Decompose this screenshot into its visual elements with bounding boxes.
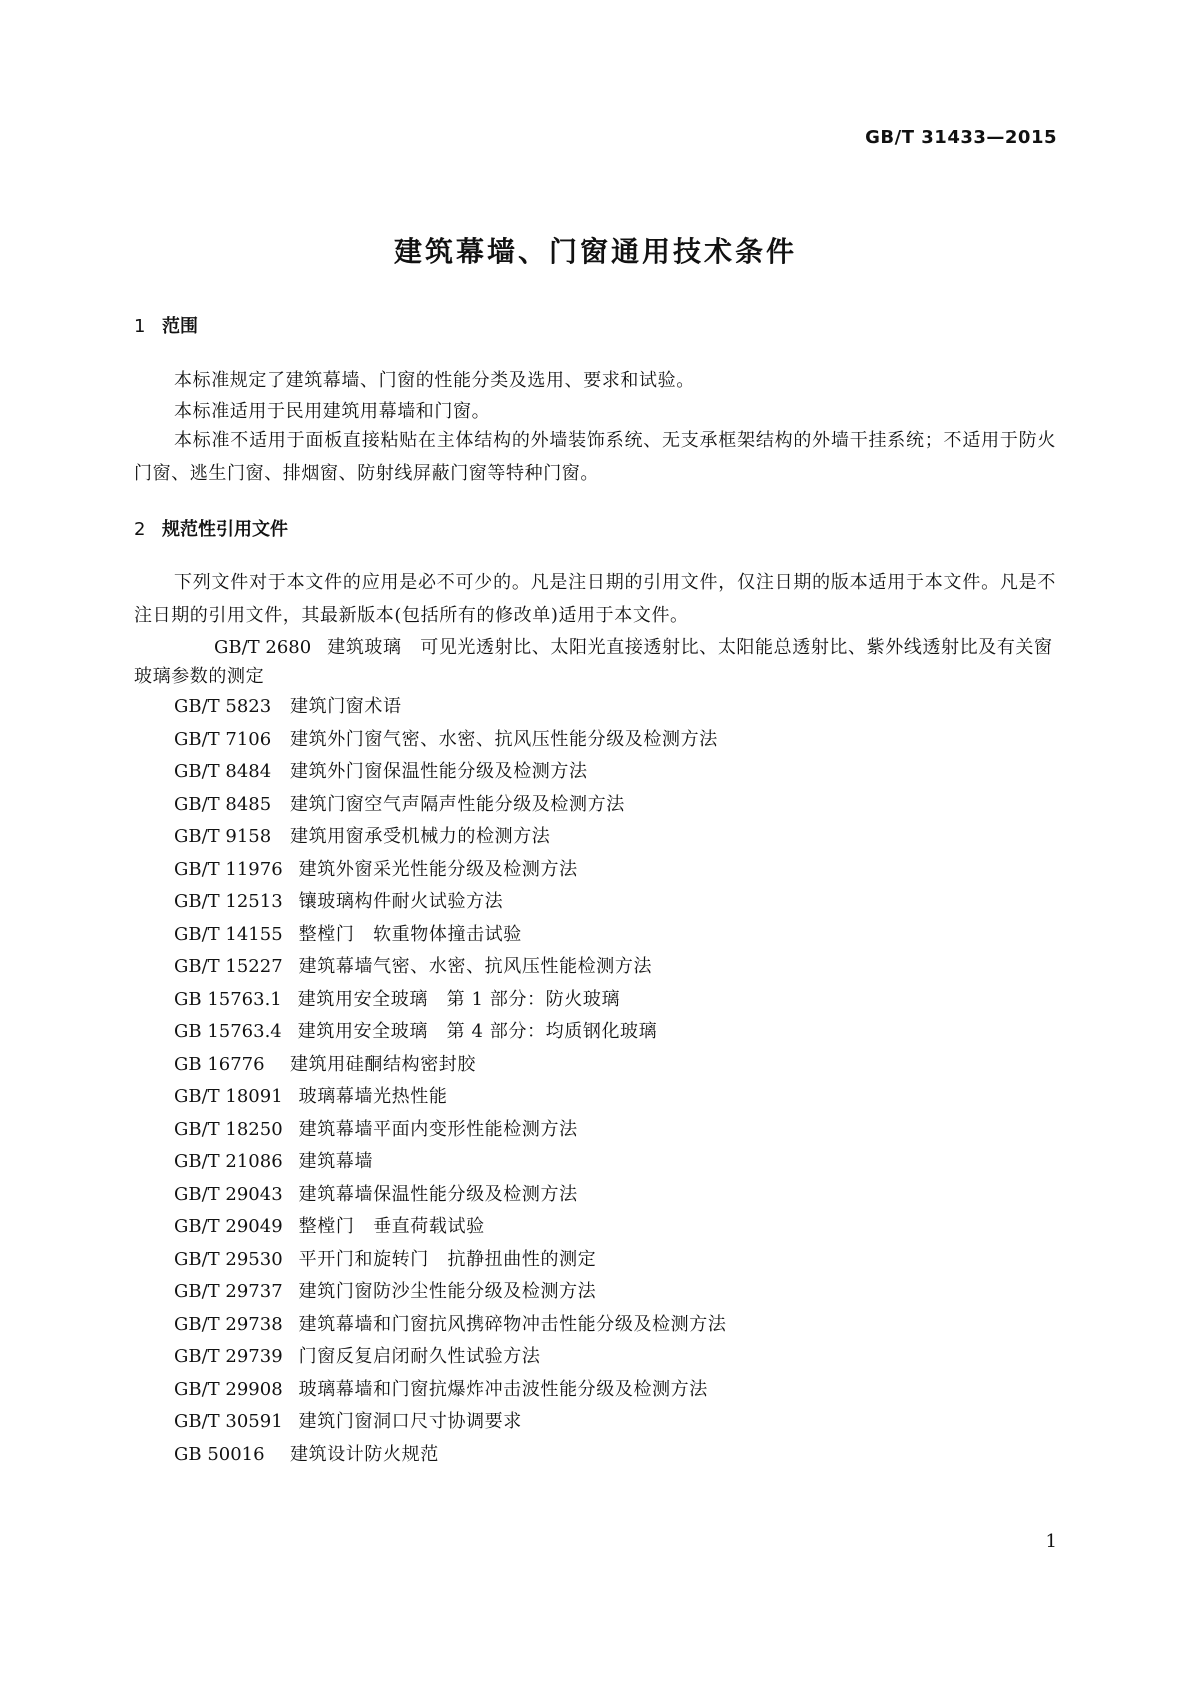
reference-code: GB 50016 (174, 1443, 265, 1465)
reference-code: GB/T 11976 (174, 858, 283, 880)
reference-title: 建筑外门窗气密、水密、抗风压性能分级及检测方法 (290, 728, 718, 750)
reference-item (134, 886, 1056, 919)
reference-item (134, 1276, 1056, 1309)
reference-item (134, 821, 1056, 854)
section-number: 2 (134, 519, 146, 540)
references-intro: 下列文件对于本文件的应用是必不可少的。凡是注日期的引用文件，仅注日期的版本适用于本文件。凡是不注日期的引用文件，其最新版本(包括所有的修改单)适用于本文件。 (134, 572, 1056, 626)
reference-item (134, 919, 1056, 952)
reference-code: GB/T 29530 (174, 1248, 283, 1270)
reference-item (134, 984, 1056, 1017)
reference-code: GB/T 14155 (174, 923, 283, 945)
reference-item (134, 1439, 1056, 1472)
reference-code: GB/T 18091 (174, 1086, 283, 1107)
reference-item (134, 1114, 1056, 1147)
reference-title: 玻璃幕墙光热性能 (298, 1086, 448, 1107)
reference-item (134, 1309, 1056, 1342)
reference-code: GB 16776 (174, 1053, 265, 1075)
reference-title: 平开门和旋转门 抗静扭曲性的测定 (298, 1248, 597, 1270)
reference-code: GB/T 29737 (174, 1281, 283, 1302)
section-title: 范围 (162, 316, 198, 337)
reference-title: 门窗反复启闭耐久性试验方法 (298, 1346, 541, 1367)
reference-item (134, 789, 1056, 822)
standard-number: GB/T 31433—2015 (865, 127, 1057, 148)
reference-item (134, 1146, 1056, 1179)
page-number: 1 (1045, 1531, 1057, 1552)
reference-item (134, 1179, 1056, 1212)
reference-title: 建筑用窗承受机械力的检测方法 (290, 826, 551, 847)
reference-code: GB/T 9158 (174, 826, 272, 847)
reference-title: 玻璃幕墙和门窗抗爆炸冲击波性能分级及检测方法 (298, 1378, 708, 1400)
reference-title: 建筑幕墙保温性能分级及检测方法 (298, 1183, 578, 1205)
reference-code: GB/T 2680 (214, 637, 312, 658)
reference-item (134, 1049, 1056, 1082)
reference-item (134, 691, 1056, 724)
reference-item (134, 756, 1056, 789)
section-2-heading (134, 515, 288, 541)
reference-item (134, 951, 1056, 984)
reference-title: 整樘门 垂直荷载试验 (298, 1216, 485, 1237)
reference-title: 建筑外窗采光性能分级及检测方法 (298, 858, 578, 880)
reference-code: GB/T 29738 (174, 1313, 283, 1335)
reference-list (134, 633, 1056, 1471)
reference-title: 建筑外门窗保温性能分级及检测方法 (290, 761, 588, 782)
reference-code: GB/T 29739 (174, 1346, 283, 1367)
reference-code: GB/T 8484 (174, 761, 272, 782)
reference-code: GB/T 21086 (174, 1151, 283, 1172)
reference-code: GB 15763.4 (174, 1021, 282, 1042)
reference-item (134, 1211, 1056, 1244)
reference-item (134, 724, 1056, 757)
reference-item (134, 1016, 1056, 1049)
reference-title: 建筑门窗防沙尘性能分级及检测方法 (298, 1281, 597, 1302)
reference-code: GB/T 18250 (174, 1118, 283, 1140)
reference-code: GB/T 12513 (174, 891, 283, 912)
scope-paragraph: 本标准规定了建筑幕墙、门窗的性能分类及选用、要求和试验。 (174, 370, 695, 391)
reference-item (134, 1081, 1056, 1114)
reference-code: GB/T 29043 (174, 1183, 283, 1205)
section-1-heading (134, 312, 198, 338)
reference-code: GB/T 30591 (174, 1411, 283, 1432)
reference-title: 建筑门窗空气声隔声性能分级及检测方法 (290, 793, 625, 815)
reference-title: 镶玻璃构件耐火试验方法 (298, 891, 504, 912)
reference-title: 建筑幕墙 (298, 1151, 374, 1172)
reference-title: 建筑玻璃 可见光透射比、太阳光直接透射比、太阳能总透射比、紫外线透射比及有关窗玻璃参数的测定 (134, 637, 1053, 687)
reference-code: GB/T 29908 (174, 1378, 283, 1400)
reference-item (134, 1244, 1056, 1277)
reference-item (134, 1341, 1056, 1374)
section-number: 1 (134, 316, 146, 337)
reference-item (134, 1374, 1056, 1407)
reference-title: 建筑幕墙气密、水密、抗风压性能检测方法 (298, 956, 653, 977)
reference-title: 建筑幕墙和门窗抗风携碎物冲击性能分级及检测方法 (298, 1313, 727, 1335)
reference-title: 建筑门窗术语 (290, 696, 402, 717)
reference-title: 整樘门 软重物体撞击试验 (298, 923, 522, 945)
reference-code: GB/T 29049 (174, 1216, 283, 1237)
reference-title: 建筑幕墙平面内变形性能检测方法 (298, 1118, 578, 1140)
reference-code: GB/T 5823 (174, 696, 272, 717)
scope-paragraph: 本标准适用于民用建筑用幕墙和门窗。 (174, 401, 491, 422)
reference-title: 建筑用安全玻璃 第 4 部分：均质钢化玻璃 (297, 1021, 658, 1042)
reference-item (134, 633, 1056, 691)
reference-title: 建筑门窗洞口尺寸协调要求 (298, 1411, 522, 1432)
reference-title: 建筑设计防火规范 (290, 1443, 439, 1465)
document-title: 建筑幕墙、门窗通用技术条件 (393, 235, 797, 268)
reference-code: GB/T 8485 (174, 793, 272, 815)
scope-paragraph: 本标准不适用于面板直接粘贴在主体结构的外墙装饰系统、无支承框架结构的外墙干挂系统；不适用于防火门窗、逃生门窗、排烟窗、防射线屏蔽门窗等特种门窗。 (134, 430, 1056, 484)
reference-item (134, 854, 1056, 887)
reference-title: 建筑用硅酮结构密封胶 (290, 1053, 476, 1075)
reference-code: GB 15763.1 (174, 988, 282, 1010)
reference-title: 建筑用安全玻璃 第 1 部分：防火玻璃 (297, 988, 621, 1010)
reference-code: GB/T 7106 (174, 728, 272, 750)
reference-item (134, 1406, 1056, 1439)
reference-code: GB/T 15227 (174, 956, 283, 977)
section-title: 规范性引用文件 (162, 519, 288, 540)
